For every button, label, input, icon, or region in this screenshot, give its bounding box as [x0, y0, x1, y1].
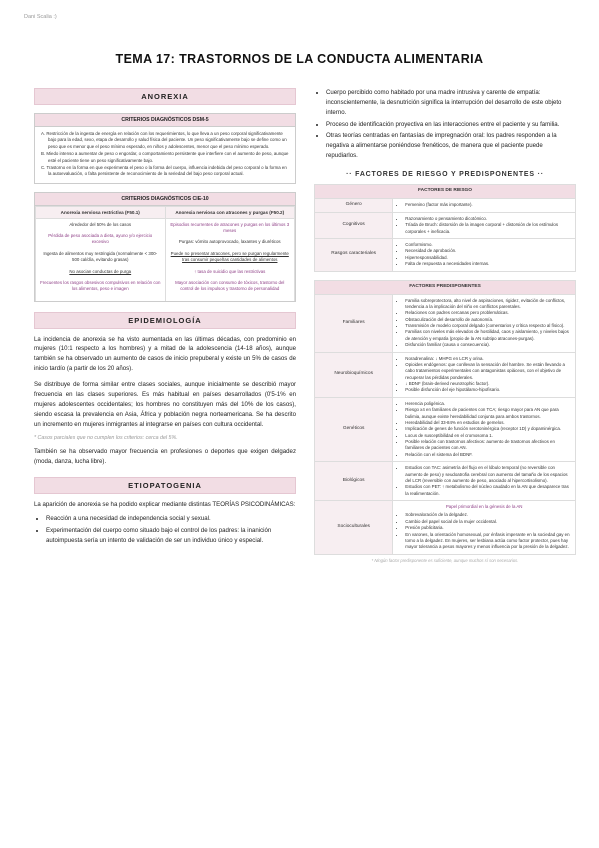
cie-left-item: Pérdida de peso asociada a dieta, ayuno y/o ejercicio excesivo [48, 233, 153, 245]
pred-label: Neurobioquímicos [315, 352, 393, 397]
cie-header-purgativa: Anorexia nerviosa con atracones y purgas (F50.2) [165, 206, 295, 218]
pred-item: • Familias con niveles más elevados de hostilidad, caos y aislamiento, y niveles bajos de atención y empatía (propio de la AN subtipo atracones-purgas). [405, 329, 571, 342]
dsm-item: A. Restricción de la ingesta de energía en relación con los requerimientos, lo que lleva a un peso corporal significativamente bajo para la edad, sexo, etapa de desarrollo y salud física del paciente. Un peso significativamente bajo se define como un peso que es menor que el peso mínimo esperado, en niños y adolescentes, menor que el peso mínimo esperado. [41, 131, 287, 149]
pred-item: • Estudios con TAC: asimetría del flujo en el lóbulo temporal (no reversible con aumento de peso) y seudoatrofia cerebral con aumento del tamaño de los espacios del LCR (reversible con aumento de peso, asociado al hipercortisolismo). [405, 465, 571, 484]
etio-intro: La aparición de anorexia se ha podido explicar mediante distintas TEORÍAS PSICODINÁMICAS: [34, 501, 296, 509]
pred-item: • Locus de susceptibilidad en el cromosoma 1. [405, 433, 571, 439]
author-label: Dani Scalia :) [24, 14, 57, 20]
dsm-list [35, 127, 295, 183]
pred-label: Genéticos [315, 397, 393, 461]
pred-item: • Herencia poligénica. [405, 401, 571, 407]
dsm-box [34, 113, 296, 184]
pred-item: • Presión publicitaria. [405, 525, 571, 531]
dsm-item: C. Trastorno en la forma en que experimenta el peso o la forma del cuerpo, influencia indebida del peso corporal o la forma en la autoevaluación, o falta persistente de reconocimiento de la seriedad del bajo peso corporal actual. [41, 164, 287, 177]
predisponentes-table [314, 280, 576, 555]
right-column [314, 88, 576, 563]
pred-cell [393, 352, 576, 397]
riesgo-title: FACTORES DE RIESGO [315, 185, 576, 199]
pred-cell [393, 294, 576, 352]
cie-left-item: Alrededor del 50% de los casos [69, 221, 132, 227]
cie-table [35, 206, 295, 301]
pred-item: • Sobrevaloración de la delgadez. [405, 512, 571, 518]
cie-right-cell [165, 218, 295, 301]
riesgo-item: • Conformismo. [405, 242, 571, 248]
cie-right-item: Purgas: vómito autoprovocado, laxantes y diuréticos [178, 239, 281, 245]
riesgo-cell [393, 198, 576, 212]
pred-socio-head: Papel primordial en la génesis de la AN [445, 504, 523, 509]
factores-subtitle: ·· FACTORES DE RIESGO Y PREDISPONENTES ·· [346, 171, 544, 179]
cie-left-item: Ingesta de alimentos muy restringida (normalmente < 300-500 cal/día, evitando grasas) [43, 250, 158, 263]
riesgo-item: • Falta de respuesta a necesidades internas. [405, 261, 571, 267]
cie-left-item: No asocian conductas de purga [69, 268, 132, 274]
cie-right-item: Mayor asociación con consumo de tóxicos, trastorno del control de los impulsos y trastorno de personalidad [175, 279, 285, 292]
riesgo-item: • Razonamiento o pensamiento dicotómico. [405, 216, 571, 222]
pred-item: • Estudios con PET: ↑ metabolismo del núcleo caudado en la AN que desaparece tras la realimentación. [405, 484, 571, 497]
etio-list [34, 514, 296, 546]
page-title: TEMA 17: TRASTORNOS DE LA CONDUCTA ALIMENTARIA [115, 52, 484, 66]
pred-label: Socioculturales [315, 501, 393, 555]
riesgo-cell [393, 212, 576, 238]
etio-item: • Experimentación del cuerpo como situado bajo el control de los padres: la inanición autoimpuesta sería un intento de validación de ser un individuo único y especial. [46, 526, 296, 546]
cie-right-item: ↑ tasa de suicidio que las restrictivas [194, 268, 266, 274]
cie-right-item: Puede no presentar atracones, pero se purgan regularmente tras consumir pequeñas cantidades de alimentos [170, 250, 289, 263]
pred-item: • Familia sobreprotectora, alto nivel de aspiraciones, rigidez, evitación de conflictos, tendencia a la implicación del niño en conflictos parentales. [405, 298, 571, 311]
pred-item: • Disfunción familiar (causa o consecuencia). [405, 342, 571, 348]
riesgo-label: Rasgos caracteriales [315, 239, 393, 272]
pred-label: Familiares [315, 294, 393, 352]
etio-item: • Reacción a una necesidad de independencia social y sexual. [46, 514, 296, 524]
pred-footnote: * Ningún factor predisponente es suficiente, aunque muchos sí son necesarios. [371, 557, 519, 563]
riesgo-label: Género [315, 198, 393, 212]
pred-item: • Noradrenalina: ↓ MHPG en LCR y orina. [405, 356, 571, 362]
epidemiologia-band: EPIDEMIOLOGÍA [34, 312, 296, 329]
pred-item: • Transmisión de modelo corporal delgado (comentarios y crítica respecto al físico). [405, 323, 571, 329]
pred-item: • Relaciones con padres cercanas pero problemáticas. [405, 310, 571, 316]
pred-item: • Implicación de genes de función serotoninérgica (receptor 1D) y dopaminérgica. [405, 426, 571, 432]
dsm-title: CRITERIOS DIAGNÓSTICOS DSM-5 [35, 114, 295, 127]
theory-item: • Cuerpo percibido como habitado por una madre intrusiva y carente de empatía: inconscientemente, la desnutrición significa la interrupción del desarrollo de este objeto interno. [326, 88, 576, 118]
pred-item: • ↓ BDNF (brain-derived neurotrophic factor). [405, 381, 571, 387]
theory-item: • Proceso de identificación proyectiva en las interacciones entre el paciente y su familia. [326, 120, 576, 130]
pred-title: FACTORES PREDISPONENTES [315, 280, 576, 294]
pred-item: • Cambio del papel social de la mujer occidental. [405, 519, 571, 525]
epi-paragraph-3: También se ha observado mayor frecuencia en profesiones o deportes que exigen delgadez (moda, danza, lucha libre). [34, 448, 296, 466]
theory-list [314, 88, 576, 161]
pred-item: • Posible relación con trastornos afectivos: aumento de trastornos afectivos en familiares de pacientes con AN. [405, 439, 571, 452]
cie-right-item: Episodios recurrentes de atracones y purgas en los últimos 3 meses [170, 221, 290, 233]
pred-item: • Posible disfunción del eje hipotálamo-hipofisario. [405, 387, 571, 393]
cie-left-item: Frecuentes los rasgos obsesivos compulsivos en relación con los alimentos, peso e imagen [40, 279, 161, 292]
riesgo-label: Cognitivos [315, 212, 393, 238]
etiopatogenia-band: ETIOPATOGENIA [34, 477, 296, 494]
epi-paragraph-1: La incidencia de anorexia se ha visto aumentada en las últimas décadas, con predominio en mujeres (10:1 respecto a los hombres) y a mitad de la adolescencia (14-18 años), aunque también se ha observado un aumento de casos de inicio prepuberal y existe un 5% de casos de inicio tardío (a partir de los 20 años). [34, 335, 296, 373]
cie-box [34, 192, 296, 302]
riesgo-table [314, 184, 576, 272]
cie-left-cell [36, 218, 166, 301]
cie-header-restrictiva: Anorexia nerviosa restrictiva (F50.1) [36, 206, 166, 218]
factores-subtitle-text: FACTORES DE RIESGO Y PREDISPONENTES [355, 171, 535, 179]
dsm-item: B. Miedo intenso a aumentar de peso o engordar, o comportamiento persistente que interfiere con el aumento de peso, aunque esté el paciente tiene un peso significativamente bajo. [41, 151, 289, 163]
cie-title: CRITERIOS DIAGNÓSTICOS CIE-10 [35, 193, 295, 206]
pred-item: • Relación con el sistema del BDNF. [405, 452, 571, 458]
pred-cell [393, 397, 576, 461]
pred-cell [393, 501, 576, 555]
pred-item: • Heredabilidad del 33-84% en estudios de gemelos. [405, 420, 571, 426]
pred-item: • En varones, la orientación homosexual, por énfasis imperante en la sociedad gay en torno a la delgadez. En mujeres, ser lesbiana actúa como factor protector, pues hay mayor tolerancia a pesos mayores y menos influencia por la presión de la delgadez. [405, 532, 571, 551]
pred-label: Biológicos [315, 462, 393, 501]
left-column [34, 88, 296, 548]
riesgo-item: • Tríada de Bruch: distorsión de la imagen corporal + distorsión de los estímulos corporales + ineficacia. [405, 222, 571, 235]
pred-item: • Opioides endógenos: que conllevan la sensación del hambre. Se están llevando a cabo tratamientos experimentales con antagonistas opiáceos, con el objetivo de recuperar las pérdidas ponderales. [405, 362, 571, 381]
riesgo-cell [393, 239, 576, 272]
riesgo-item: • Necesidad de aprobación. [405, 248, 571, 254]
pred-item: • Obstaculización del desarrollo de autonomía. [405, 317, 571, 323]
pred-cell [393, 462, 576, 501]
epi-paragraph-2: Se distribuye de forma similar entre clases sociales, aunque inicialmente se describió mayor frecuencia en las clases superiores. Es más habitual en países desarrollados (0'5-1% en mujeres adolescentes occidentales; los hombres no constituyen más del 10% de los casos), siendo escasa la prevalencia en Asia, África y población negra norteamericana. Se ha descrito un incremento en mujeres inmigrantes al integrarse en países con cultura occidental. [34, 381, 296, 428]
anorexia-band: ANOREXIA [34, 88, 296, 105]
epi-note: * Casos parciales que no cumplen los criterios: cerca del 5%. [34, 435, 178, 442]
pred-item: • Riesgo x4 en familiares de pacientes con TCA; riesgo mayor para AN que para bulimia, aunque existe heredabilidad conjunta para ambos trastornos. [405, 407, 571, 420]
riesgo-item: • Hiperresponsabilidad. [405, 255, 571, 261]
theory-item: • Otras teorías centradas en fantasías de impregnación oral: los padres responden a la negativa a alimentarse poniéndose frenéticos, de manera que el paciente puede repudiarlos. [326, 131, 576, 161]
riesgo-item: • Femenino (factor más importante). [405, 202, 571, 208]
